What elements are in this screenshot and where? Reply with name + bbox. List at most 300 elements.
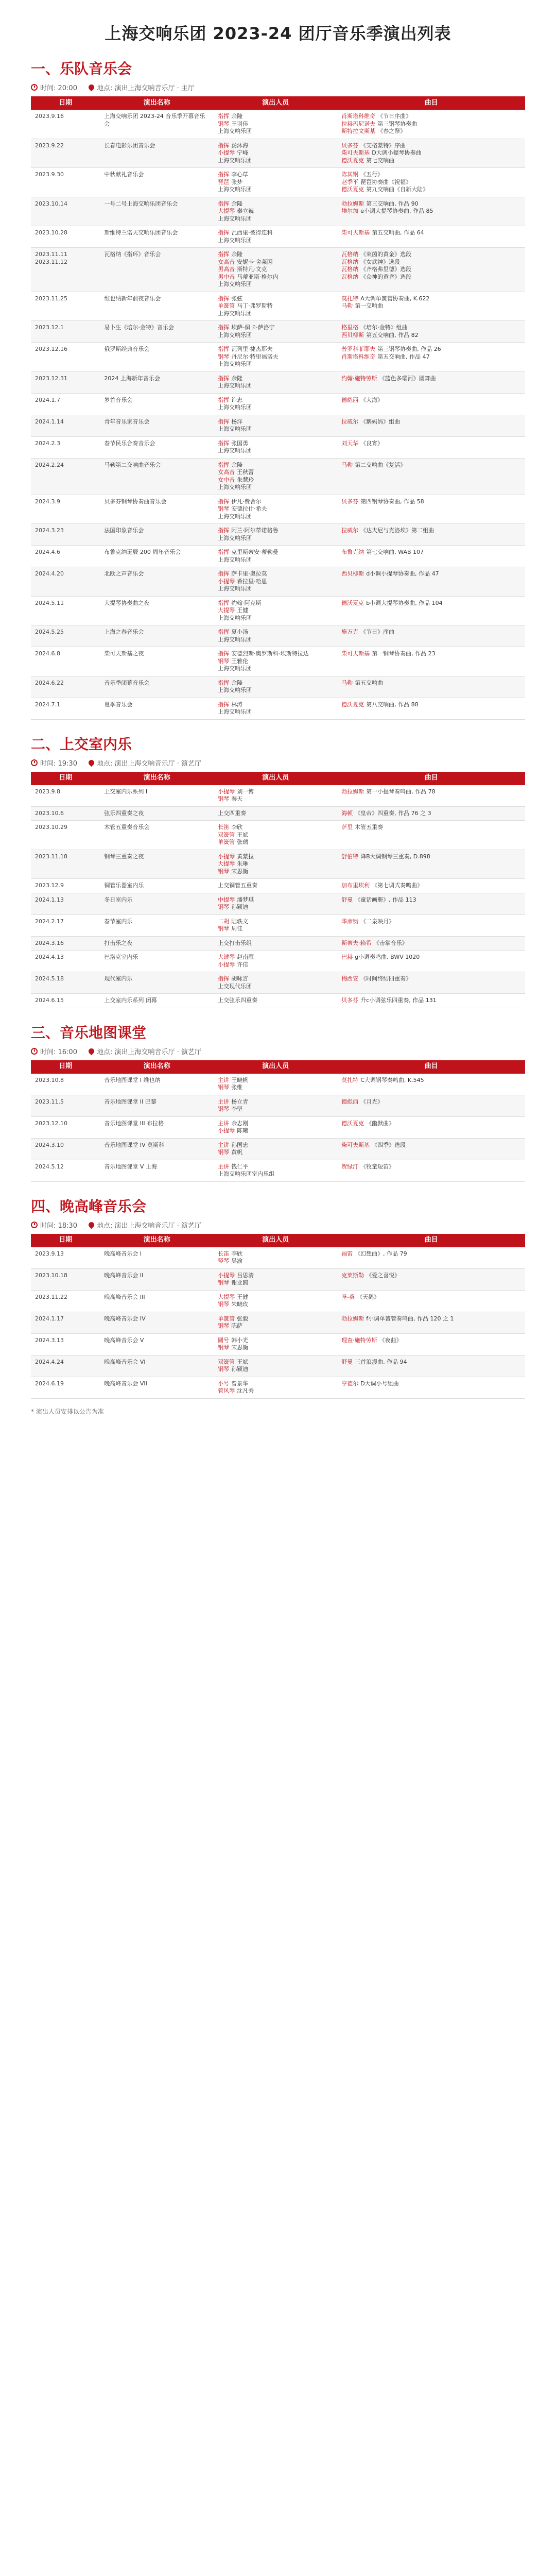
location-pin-icon	[88, 1047, 96, 1055]
row-date: 2024.1.14	[31, 415, 100, 436]
work-line	[341, 1315, 521, 1323]
performer-line	[218, 925, 333, 933]
section-venue-text: 地点: 演出上海交响音乐厅 · 演艺厅	[96, 759, 201, 768]
row-title: 音乐地图课堂 IV 莫斯科	[100, 1138, 214, 1160]
performer-name: 上海交响乐团	[218, 186, 252, 193]
section-title: 一、乐队音乐会	[31, 60, 132, 77]
performer-role: 女中音	[218, 476, 235, 483]
performer-name: 埃萨-佩卡·萨洛宁	[231, 324, 275, 331]
row-performers	[214, 321, 337, 343]
row-title: 晚高峰音乐会 IV	[100, 1312, 214, 1333]
performer-name: 王雅伦	[231, 657, 249, 665]
performer-name: 张瑞	[237, 839, 249, 845]
performer-role: 小提琴	[218, 1127, 235, 1134]
work-title: 《莱茵的黄金》选段	[360, 251, 412, 258]
performer-name: 许忠	[231, 396, 243, 403]
performer-role: 中提琴	[218, 896, 235, 903]
row-works	[337, 371, 525, 393]
header-row	[31, 96, 525, 110]
work-line	[341, 1380, 521, 1388]
work-title: 木管五重奏	[355, 824, 384, 831]
row-performers	[214, 248, 337, 292]
performer-line	[218, 832, 333, 839]
row-date: 2023.9.30	[31, 168, 100, 197]
performer-name: 宋思衡	[231, 1344, 249, 1351]
work-composer: 德沃夏克	[341, 157, 364, 164]
performer-line	[218, 940, 333, 947]
performer-name: 韩小光	[231, 1336, 249, 1344]
performer-role: 钢琴	[218, 1106, 230, 1112]
work-title: 《爱之喜悦》	[366, 1272, 401, 1279]
performer-line	[218, 1106, 333, 1113]
work-title: 《达夫尼与克洛埃》第二组曲	[360, 527, 435, 534]
performer-name: 陈萨	[231, 1323, 243, 1329]
row-title: 晚高峰音乐会 VII	[100, 1377, 214, 1398]
section-time-text: 时间: 19:30	[40, 759, 77, 768]
row-works	[337, 168, 525, 197]
performer-line	[218, 259, 333, 266]
performer-name: 上交打击乐组	[218, 939, 252, 946]
row-title: 瓦格纳《指环》音乐会	[100, 248, 214, 292]
work-title: 琵琶协奏曲《祝福》	[360, 178, 412, 185]
work-line	[341, 113, 521, 121]
work-title: 《童话画册》, 作品 113	[355, 896, 416, 903]
performer-name: 上海交响乐团	[218, 157, 252, 164]
work-line	[341, 157, 521, 165]
table-row	[31, 139, 525, 168]
performer-line	[218, 113, 333, 121]
performer-name: 安德烈斯·奥罗斯科-埃斯特拉达	[231, 650, 309, 657]
performer-line	[218, 687, 333, 694]
performer-line	[218, 1127, 333, 1135]
work-composer: 贝多芬	[341, 142, 359, 149]
performer-line	[218, 1120, 333, 1128]
performer-name: 张国勇	[231, 439, 249, 447]
work-title: 第七交响曲	[366, 157, 395, 164]
header-performers: 演出人员	[214, 1060, 337, 1074]
work-line	[341, 650, 521, 658]
work-composer: 施万克	[341, 629, 359, 635]
row-performers	[214, 1138, 337, 1160]
row-performers	[214, 821, 337, 850]
work-line	[341, 1098, 521, 1106]
table-row	[31, 458, 525, 495]
row-title: 布鲁克纳诞辰 200 周年音乐会	[100, 546, 214, 567]
row-performers	[214, 1312, 337, 1333]
work-title: 《击掌音乐》	[373, 939, 408, 946]
performer-name: 上海交响乐团	[218, 382, 252, 389]
row-performers	[214, 936, 337, 951]
performer-line	[218, 128, 333, 135]
header-performers: 演出人员	[214, 96, 337, 110]
row-performers	[214, 139, 337, 168]
sections-container	[31, 58, 525, 1399]
row-works	[337, 850, 525, 879]
performer-name: 朱琳	[237, 860, 249, 867]
performer-line	[218, 810, 333, 818]
header-row	[31, 1060, 525, 1074]
row-date: 2024.1.13	[31, 893, 100, 914]
row-performers	[214, 1355, 337, 1377]
row-works	[337, 393, 525, 415]
performer-role: 双簧管	[218, 831, 235, 838]
row-title: 维也纳新年前夜音乐会	[100, 292, 214, 321]
work-title: 《良宵》	[360, 439, 384, 447]
performer-name: 萨卡里·奥拉莫	[231, 570, 267, 577]
work-line	[341, 121, 521, 128]
work-line	[341, 680, 521, 687]
section-2	[31, 733, 525, 1008]
performer-name: 陆轶文	[231, 918, 249, 925]
work-title: 《皇帝》四重奏, 作品 76 之 3	[355, 809, 431, 817]
row-performers	[214, 1074, 337, 1095]
work-composer: 马勒	[341, 679, 353, 686]
section-3	[31, 1022, 525, 1182]
work-title: g小调奏鸣曲, BWV 1020	[355, 954, 420, 960]
row-title: 青年音乐家音乐会	[100, 415, 214, 436]
work-title: 第一钢琴协奏曲, 作品 23	[372, 650, 436, 657]
performer-line	[218, 353, 333, 361]
performer-role: 小提琴	[218, 788, 235, 795]
work-title: d小调小提琴协奏曲, 作品 47	[366, 570, 439, 577]
performer-role: 钢琴	[218, 868, 230, 875]
work-title: e小调大提琴协奏曲, 作品 85	[360, 208, 433, 214]
performer-role: 钢琴	[218, 657, 230, 665]
performer-line	[218, 997, 333, 1005]
row-date: 2024.1.17	[31, 1312, 100, 1333]
performer-name: 上海交响乐团	[218, 310, 252, 317]
work-title: 《第七调式奏鸣曲》	[372, 882, 423, 889]
row-date: 2023.9.22	[31, 139, 100, 168]
work-composer: 拉威尔	[341, 527, 359, 534]
row-date: 2023.9.16	[31, 110, 100, 139]
table-row	[31, 785, 525, 807]
performer-role: 琵琶	[218, 178, 230, 185]
table-row	[31, 994, 525, 1008]
performer-role: 指挥	[218, 229, 230, 236]
table-row	[31, 436, 525, 458]
performer-line	[218, 346, 333, 353]
work-line	[341, 1142, 521, 1149]
performer-role: 指挥	[218, 346, 230, 352]
work-title: D大调小号组曲	[360, 1380, 399, 1387]
table-row	[31, 676, 525, 698]
row-performers	[214, 226, 337, 248]
row-performers	[214, 1268, 337, 1290]
performer-line	[218, 860, 333, 868]
work-composer: 斯特拉文斯基	[341, 128, 376, 134]
row-performers	[214, 785, 337, 807]
performer-name: 孙颖迪	[231, 1366, 249, 1372]
header-row	[31, 772, 525, 785]
performer-line	[218, 636, 333, 644]
table-row	[31, 1138, 525, 1160]
section-venue	[89, 758, 201, 768]
table-row	[31, 1160, 525, 1181]
performer-role: 大提琴	[218, 607, 235, 614]
performer-name: 余隆	[231, 113, 243, 120]
work-line	[341, 940, 521, 947]
performer-name: 林涛	[231, 701, 243, 708]
row-performers	[214, 371, 337, 393]
row-title: 贝多芬钢琴协奏曲音乐会	[100, 495, 214, 524]
work-line	[341, 1163, 521, 1171]
row-date: 2024.3.10	[31, 1138, 100, 1160]
section-venue-text: 地点: 演出上海交响音乐厅 · 演艺厅	[96, 1222, 201, 1230]
performer-name: 王秋蕾	[237, 469, 254, 476]
performer-role: 指挥	[218, 679, 230, 686]
performer-name: 李欣	[231, 1250, 243, 1257]
section-4	[31, 1195, 525, 1399]
row-works	[337, 1138, 525, 1160]
table-row	[31, 168, 525, 197]
performer-line	[218, 200, 333, 208]
row-works	[337, 1377, 525, 1398]
work-line	[341, 375, 521, 383]
row-works	[337, 1116, 525, 1138]
row-performers	[214, 1160, 337, 1181]
performer-role: 指挥	[218, 650, 230, 657]
performer-name: 秦立巍	[237, 208, 254, 214]
performer-role: 小提琴	[218, 149, 235, 156]
work-title: 《艾格蒙特》序曲	[360, 142, 406, 149]
row-title: 上交室内乐系列 I	[100, 785, 214, 807]
performer-line	[218, 600, 333, 607]
performer-name: 夏小汤	[231, 629, 249, 635]
performer-line	[218, 215, 333, 223]
work-composer: 约翰·施特劳斯	[341, 375, 377, 382]
work-composer: 萨里	[341, 824, 353, 831]
performer-line	[218, 382, 333, 390]
row-performers	[214, 495, 337, 524]
performer-name: 朱慧玲	[237, 476, 254, 483]
performer-role: 指挥	[218, 295, 230, 302]
row-performers	[214, 110, 337, 139]
header-works: 曲目	[337, 96, 525, 110]
row-performers	[214, 546, 337, 567]
performer-role: 长笛	[218, 1250, 230, 1257]
performer-line	[218, 462, 333, 469]
work-line	[341, 1250, 521, 1258]
row-date: 2023.11.22	[31, 1290, 100, 1312]
performer-name: 张维	[231, 1084, 243, 1091]
work-line	[341, 549, 521, 556]
clock-icon	[31, 1048, 38, 1055]
row-works	[337, 1074, 525, 1095]
performer-line	[218, 975, 333, 983]
work-composer: 贝多芬	[341, 997, 359, 1004]
work-line	[341, 200, 521, 208]
row-works	[337, 1268, 525, 1290]
section-meta	[31, 1046, 525, 1056]
work-composer: 贺绿汀	[341, 1163, 359, 1170]
work-composer: 西贝柳斯	[341, 331, 364, 338]
performer-line	[218, 404, 333, 412]
row-works	[337, 248, 525, 292]
row-title: 上交室内乐系列 闭幕	[100, 994, 214, 1008]
table-row	[31, 1312, 525, 1333]
row-title: 2024 上海新年音乐会	[100, 371, 214, 393]
performer-role: 小提琴	[218, 853, 235, 860]
performer-role: 钢琴	[218, 904, 230, 910]
work-line	[341, 332, 521, 340]
work-composer: 马勒	[341, 302, 353, 309]
row-performers	[214, 914, 337, 936]
header-title: 演出名称	[100, 772, 214, 785]
program-table	[31, 1234, 525, 1399]
performer-name: 孙颖迪	[231, 904, 249, 910]
performer-line	[218, 1272, 333, 1280]
work-line	[341, 302, 521, 310]
work-composer: 拉威尔	[341, 418, 359, 425]
row-works	[337, 458, 525, 495]
table-header	[31, 772, 525, 785]
work-title: 第七交响曲, WAB 107	[366, 549, 424, 555]
performer-role: 指挥	[218, 142, 230, 149]
work-line	[341, 701, 521, 709]
row-works	[337, 1355, 525, 1377]
work-title: 《二泉映月》	[360, 918, 395, 925]
performer-name: 瓦西里·彼得连科	[231, 229, 273, 236]
row-performers	[214, 893, 337, 914]
work-title: D大调小提琴协奏曲	[372, 149, 422, 156]
row-title: 晚高峰音乐会 V	[100, 1333, 214, 1355]
row-performers	[214, 951, 337, 972]
performer-role: 指挥	[218, 200, 230, 207]
section-venue-text: 地点: 演出上海交响音乐厅 · 演艺厅	[96, 1048, 201, 1056]
row-works	[337, 625, 525, 647]
performer-name: 上交弦乐四重奏	[218, 997, 258, 1004]
performer-name: 希拉里·哈恩	[237, 578, 267, 585]
performer-role: 指挥	[218, 171, 230, 178]
section-time-text: 时间: 20:00	[40, 84, 77, 92]
row-performers	[214, 1333, 337, 1355]
performer-name: 宋思衡	[231, 868, 249, 875]
row-performers	[214, 1247, 337, 1269]
performer-line	[218, 375, 333, 383]
performer-role: 小提琴	[218, 1272, 235, 1279]
work-title: 《节日序曲》	[377, 113, 412, 120]
table-row	[31, 110, 525, 139]
performer-name: 马蒂亚斯·格尔内	[237, 273, 279, 280]
work-line	[341, 954, 521, 961]
performer-line	[218, 665, 333, 673]
performer-role: 指挥	[218, 251, 230, 258]
row-title: 中秋献礼音乐会	[100, 168, 214, 197]
row-performers	[214, 676, 337, 698]
work-line	[341, 997, 521, 1005]
row-date: 2023.9.13	[31, 1247, 100, 1269]
performer-name: 王健	[237, 1293, 249, 1300]
work-composer: 舒曼	[341, 1358, 353, 1365]
table-row	[31, 1377, 525, 1398]
row-works	[337, 110, 525, 139]
performer-name: 丹尼尔·特里福诺夫	[231, 353, 279, 360]
work-composer: 瓦格纳	[341, 258, 359, 265]
performer-name: 上海交响乐团	[218, 447, 252, 454]
work-title: 《五行》	[360, 171, 384, 178]
row-performers	[214, 567, 337, 597]
row-title: 大提琴协奏曲之夜	[100, 596, 214, 625]
row-performers	[214, 1377, 337, 1398]
row-works	[337, 495, 525, 524]
row-date: 2024.2.17	[31, 914, 100, 936]
performer-name: 张毅	[237, 1315, 249, 1322]
row-title: 岁首音乐会	[100, 393, 214, 415]
performer-role: 男中音	[218, 273, 235, 280]
performer-role: 单簧管	[218, 839, 235, 845]
performer-line	[218, 961, 333, 969]
work-line	[341, 896, 521, 904]
work-line	[341, 527, 521, 535]
work-title: 《天鹅》	[357, 1293, 380, 1300]
work-composer: 柴可夫斯基	[341, 149, 370, 156]
performer-name: 安德拉什·希夫	[231, 505, 267, 512]
row-title: 音乐地图课堂 V 上海	[100, 1160, 214, 1181]
performer-name: 王斌	[237, 831, 249, 838]
performer-line	[218, 527, 333, 535]
work-line	[341, 498, 521, 506]
performer-line	[218, 795, 333, 803]
performer-name: 余隆	[231, 679, 243, 686]
work-line	[341, 324, 521, 332]
row-works	[337, 415, 525, 436]
row-title: 现代室内乐	[100, 972, 214, 994]
work-composer: 舒伯特	[341, 853, 359, 860]
row-performers	[214, 197, 337, 226]
row-date: 2024.7.1	[31, 698, 100, 719]
row-works	[337, 1247, 525, 1269]
work-composer: 德沃夏克	[341, 701, 364, 708]
performer-line	[218, 556, 333, 564]
performer-line	[218, 229, 333, 237]
performer-line	[218, 1258, 333, 1265]
row-performers	[214, 436, 337, 458]
performer-line	[218, 1344, 333, 1352]
row-title: 春节室内乐	[100, 914, 214, 936]
performer-name: 上海交响乐团	[218, 128, 252, 134]
header-works: 曲目	[337, 1234, 525, 1247]
performer-role: 大提琴	[218, 1293, 235, 1300]
table-header	[31, 96, 525, 110]
performer-line	[218, 447, 333, 455]
table-row	[31, 1247, 525, 1269]
performer-role: 单簧管	[218, 302, 235, 309]
performer-line	[218, 983, 333, 991]
row-date: 2024.3.16	[31, 936, 100, 951]
performer-name: 钱仁平	[231, 1163, 249, 1170]
page-title: 上海交响乐团 2023-24 团厅音乐季演出列表	[105, 24, 451, 43]
work-line	[341, 853, 521, 861]
row-works	[337, 879, 525, 893]
table-row	[31, 567, 525, 597]
performer-line	[218, 629, 333, 636]
section-time	[31, 82, 77, 92]
performer-line	[218, 954, 333, 961]
performer-line	[218, 426, 333, 433]
section-time-text: 时间: 18:30	[40, 1222, 77, 1230]
performer-name: 上海交响乐团	[218, 614, 252, 621]
performer-name: 余隆	[231, 461, 243, 468]
table-body	[31, 110, 525, 719]
header-title: 演出名称	[100, 96, 214, 110]
program-table	[31, 1060, 525, 1182]
row-works	[337, 596, 525, 625]
performer-name: 黄帆	[231, 1149, 243, 1156]
row-date: 2023.12.16	[31, 343, 100, 372]
table-row	[31, 850, 525, 879]
section-venue	[89, 1220, 201, 1230]
